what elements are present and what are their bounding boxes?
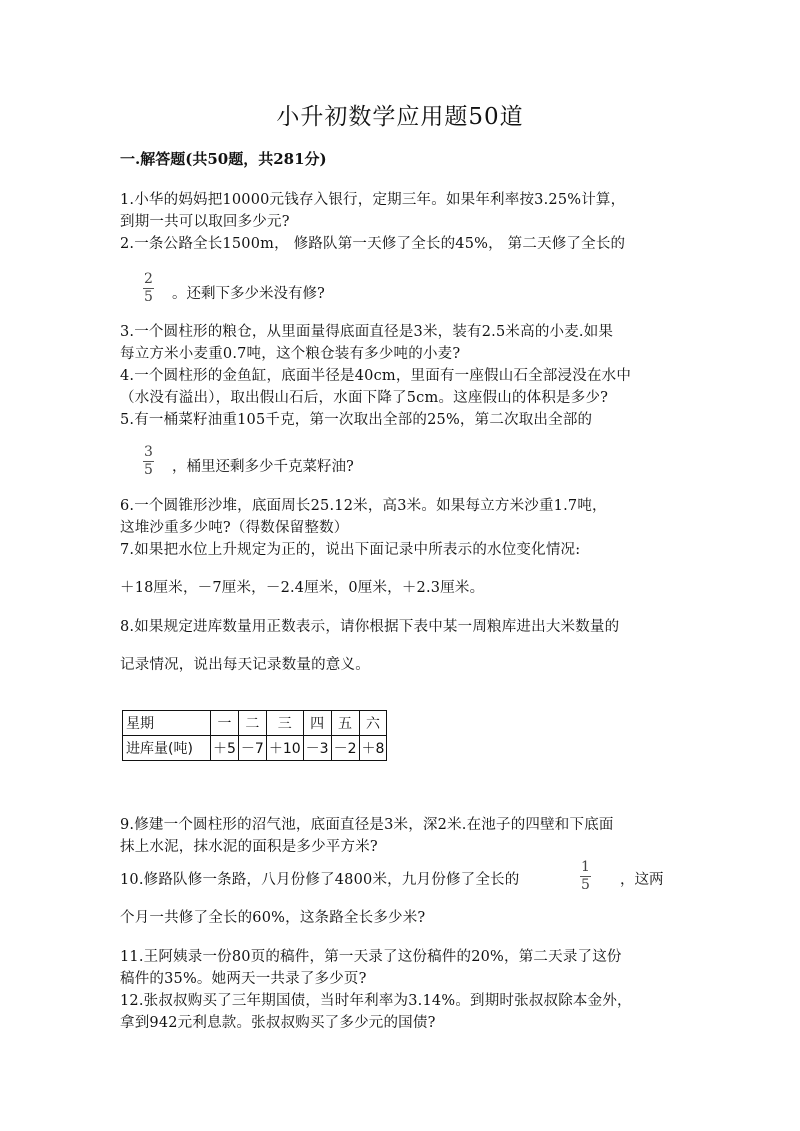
table-cell: －3	[303, 736, 331, 761]
question-1-line-1: 1.小华的妈妈把10000元钱存入银行，定期三年。如果年利率按3.25%计算，	[120, 192, 626, 208]
question-7-line-1: 7.如果把水位上升规定为正的，说出下面记录中所表示的水位变化情况:	[120, 542, 581, 558]
question-3-line-1: 3.一个圆柱形的粮仓，从里面量得底面直径是3米，装有2.5米高的小麦.如果	[120, 324, 614, 340]
question-6-line-1: 6.一个圆锥形沙堆，底面周长25.12米，高3米。如果每立方米沙重1.7吨，	[120, 498, 607, 514]
page-title: 小升初数学应用题50道	[276, 104, 524, 130]
question-4-line-2: （水没有溢出），取出假山石后，水面下降了5cm。这座假山的体积是多少?	[120, 390, 609, 406]
question-10-line-2: 个月一共修了全长的60%，这条路全长多少米?	[120, 910, 426, 926]
table-cell: 进库量(吨)	[123, 736, 211, 761]
question-8-line-1: 8.如果规定进库数量用正数表示，请你根据下表中某一周粮库进出大米数量的	[120, 619, 620, 635]
question-10-line-1: 10.修路队修一条路，八月份修了4800米，九月份修了全长的	[120, 872, 520, 888]
table-row	[123, 736, 387, 761]
question-12-line-1: 12.张叔叔购买了三年期国债，当时年利率为3.14%。到期时张叔叔除本金外，	[120, 993, 632, 1009]
table-cell: 二	[238, 711, 266, 736]
question-5-fraction	[143, 445, 154, 478]
question-1-line-2: 到期一共可以取回多少元?	[120, 214, 290, 230]
fraction-denominator: 5	[144, 289, 153, 305]
grain-inventory-table	[122, 710, 387, 761]
table-cell: 四	[303, 711, 331, 736]
section-heading: 一.解答题(共50题，共281分)	[120, 150, 327, 168]
table-cell: 一	[211, 711, 239, 736]
table-cell: ＋5	[211, 736, 239, 761]
question-2-line-2: 。还剩下多少米没有修?	[172, 286, 325, 302]
fraction-denominator: 5	[144, 462, 153, 478]
question-11-line-1: 11.王阿姨录一份80页的稿件，第一天录了这份稿件的20%，第二天录了这份	[120, 949, 622, 965]
question-11-line-2: 稿件的35%。她两天一共录了多少页?	[120, 971, 367, 987]
question-9-line-2: 抹上水泥，抹水泥的面积是多少平方米?	[120, 839, 378, 855]
fraction-numerator: 1	[581, 859, 590, 875]
question-9-line-1: 9.修建一个圆柱形的沼气池，底面直径是3米，深2米.在池子的四壁和下底面	[120, 817, 614, 833]
fraction-numerator: 2	[144, 271, 153, 287]
question-3-line-2: 每立方米小麦重0.7吨，这个粮仓装有多少吨的小麦?	[120, 346, 461, 362]
question-5-line-2: ，桶里还剩多少千克菜籽油?	[172, 459, 354, 475]
question-4-line-1: 4.一个圆柱形的金鱼缸，底面半径是40cm，里面有一座假山石全部浸没在水中	[120, 368, 632, 384]
table-cell: 六	[359, 711, 387, 736]
table-row	[123, 711, 387, 736]
table-cell: 五	[331, 711, 359, 736]
question-10-line-1-end: ，这两	[620, 872, 664, 888]
question-12-line-2: 拿到942元利息款。张叔叔购买了多少元的国债?	[120, 1015, 436, 1031]
fraction-numerator: 3	[144, 444, 153, 460]
question-2-fraction	[143, 272, 154, 305]
table-cell: 星期	[123, 711, 211, 736]
fraction-denominator: 5	[581, 877, 590, 893]
question-10-fraction	[580, 860, 591, 893]
question-7-line-2: ＋18厘米，－7厘米，－2.4厘米，0厘米，＋2.3厘米。	[120, 580, 485, 596]
table-cell: ＋10	[266, 736, 303, 761]
table-cell: －7	[238, 736, 266, 761]
table-cell: －2	[331, 736, 359, 761]
question-6-line-2: 这堆沙重多少吨?（得数保留整数）	[120, 520, 349, 536]
table-cell: ＋8	[359, 736, 387, 761]
table-cell: 三	[266, 711, 303, 736]
question-2-line-1: 2.一条公路全长1500m， 修路队第一天修了全长的45%， 第二天修了全长的	[120, 236, 626, 252]
question-5-line-1: 5.有一桶菜籽油重105千克，第一次取出全部的25%，第二次取出全部的	[120, 412, 593, 428]
question-8-line-2: 记录情况，说出每天记录数量的意义。	[120, 657, 370, 673]
